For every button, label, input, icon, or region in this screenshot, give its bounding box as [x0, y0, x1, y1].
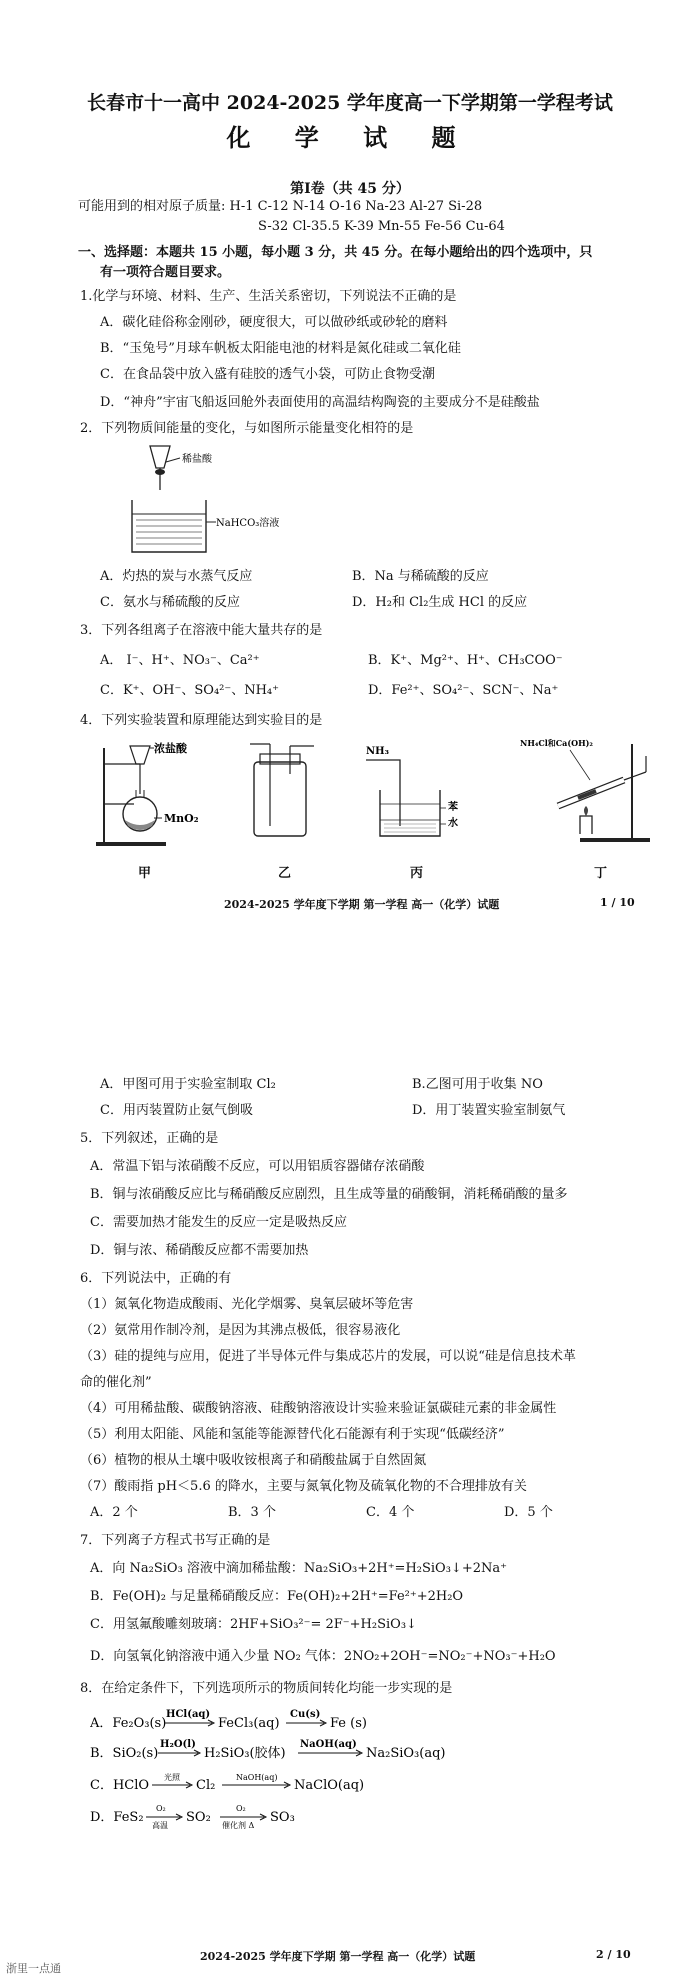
q2-option-a: A．灼热的炭与水蒸气反应 — [100, 569, 253, 584]
q4-caption-jia: 甲 — [138, 866, 152, 881]
page-1 — [0, 0, 700, 960]
q4-caption-bing: 丙 — [410, 866, 424, 881]
q8-b-start: B．SiO₂(s) — [90, 1746, 159, 1761]
q1-option-d: D．“神舟”宇宙飞船返回舱外表面使用的高温结构陶瓷的主要成分不是硅酸盐 — [100, 395, 540, 410]
q5-option-b: B．铜与浓硝酸反应比与稀硝酸反应剧烈，且生成等量的硝酸铜，消耗稀硝酸的量多 — [90, 1187, 568, 1202]
q2-option-c: C．氨水与稀硫酸的反应 — [100, 595, 240, 610]
page-2-footer: 2024-2025 学年度下学期 第一学程 高一（化学）试题 — [200, 1950, 476, 1963]
q4-figure-bing — [360, 740, 480, 840]
q8-c-middle: Cl₂ — [196, 1778, 216, 1793]
q5-option-c: C．需要加热才能发生的反应一定是吸热反应 — [90, 1215, 347, 1230]
q8-d-reagent-2-top: O₂ — [236, 1804, 246, 1813]
q6-option-a: A．2 个 — [90, 1505, 138, 1520]
q6-statement-7: （7）酸雨指 pH＜5.6 的降水，主要与氮氧化物及硫氧化物的不合理排放有关 — [80, 1479, 527, 1494]
section-title: 第Ⅰ卷（共 45 分） — [290, 181, 410, 197]
q6-statement-3a: （3）硅的提纯与应用，促进了半导体元件与集成芯片的发展，可以说“硅是信息技术革 — [80, 1349, 576, 1364]
instructions-line-1: 一、选择题：本题共 15 小题，每小题 3 分，共 45 分。在每小题给出的四个选项中，只 — [78, 245, 593, 260]
q6-statement-6: （6）植物的根从土壤中吸收铵根离子和硝酸盐属于自然固氮 — [80, 1453, 427, 1468]
q5-stem: 5．下列叙述，正确的是 — [80, 1131, 219, 1146]
q4-caption-ding: 丁 — [594, 866, 608, 881]
q4-option-b: B.乙图可用于收集 NO — [412, 1077, 543, 1092]
q8-c-reagent-2: NaOH(aq) — [236, 1773, 278, 1782]
page-2 — [0, 1060, 700, 1980]
q4-bing-label-water: 水 — [448, 818, 458, 829]
q6-option-d: D．5 个 — [504, 1505, 553, 1520]
q7-option-a: A．向 Na₂SiO₃ 溶液中滴加稀盐酸：Na₂SiO₃+2H⁺=H₂SiO₃↓+2Na⁺ — [90, 1561, 507, 1576]
atomic-mass-line-1: 可能用到的相对原子质量: H-1 C-12 N-14 O-16 Na-23 Al-27 Si-28 — [78, 199, 483, 214]
exam-title: 长春市十一高中 2024-2025 学年度高一下学期第一学程考试 — [87, 92, 613, 114]
watermark: 浙里一点通 — [6, 1962, 61, 1975]
q4-jia-label-mno2: MnO₂ — [164, 812, 199, 825]
q2-figure — [120, 442, 300, 562]
q8-c-end: NaClO(aq) — [294, 1778, 365, 1793]
q6-option-c: C．4 个 — [366, 1505, 415, 1520]
q7-stem: 7．下列离子方程式书写正确的是 — [80, 1533, 271, 1548]
q4-jia-label-acid: 浓盐酸 — [154, 742, 187, 755]
q8-d-middle: SO₂ — [186, 1810, 211, 1825]
q8-option-b — [90, 1736, 510, 1766]
q8-a-end: Fe (s) — [330, 1716, 367, 1731]
q8-d-start: D．FeS₂ — [90, 1810, 144, 1825]
q5-option-d: D．铜与浓、稀硝酸反应都不需要加热 — [90, 1243, 309, 1258]
q8-option-d — [90, 1800, 510, 1834]
q2-option-d: D．H₂和 Cl₂生成 HCl 的反应 — [352, 595, 528, 610]
q1-option-a: A．碳化硅俗称金刚砂，硬度很大，可以做砂纸或砂轮的磨料 — [100, 315, 448, 330]
q4-option-d: D．用丁装置实验室制氨气 — [412, 1103, 566, 1118]
subject-title: 化 学 试 题 — [226, 123, 474, 152]
q8-d-reagent-1-top: O₂ — [156, 1804, 166, 1813]
q3-option-a: A． I⁻、H⁺、NO₃⁻、Ca²⁺ — [100, 653, 260, 668]
page-1-number: 1 / 10 — [600, 896, 635, 909]
q4-option-c: C．用丙装置防止氨气倒吸 — [100, 1103, 253, 1118]
q2-label-solution: NaHCO₃溶液 — [216, 518, 280, 529]
q7-option-d: D．向氢氧化钠溶液中通入少量 NO₂ 气体：2NO₂+2OH⁻=NO₂⁻+NO₃⁻+H₂O — [90, 1649, 556, 1664]
q6-statement-1: （1）氮氧化物造成酸雨、光化学烟雾、臭氧层破坏等危害 — [80, 1297, 414, 1312]
q6-statement-4: （4）可用稀盐酸、碳酸钠溶液、硅酸钠溶液设计实验来验证氯碳硅元素的非金属性 — [80, 1401, 557, 1416]
q8-b-middle: H₂SiO₃(胶体) — [204, 1746, 286, 1761]
q8-option-c — [90, 1768, 510, 1798]
q8-c-start: C．HClO — [90, 1778, 150, 1793]
q5-option-a: A．常温下铝与浓硝酸不反应，可以用铝质容器储存浓硝酸 — [90, 1159, 425, 1174]
q1-stem: 1.化学与环境、材料、生产、生活关系密切，下列说法不正确的是 — [80, 289, 457, 304]
q8-b-end: Na₂SiO₃(aq) — [366, 1746, 446, 1761]
q7-option-b: B．Fe(OH)₂ 与足量稀硝酸反应：Fe(OH)₂+2H⁺=Fe²⁺+2H₂O — [90, 1589, 464, 1604]
q8-a-reagent-1: HCl(aq) — [166, 1709, 211, 1720]
page-1-footer: 2024-2025 学年度下学期 第一学程 高一（化学）试题 — [224, 898, 500, 911]
q8-b-reagent-1: H₂O(l) — [160, 1739, 196, 1750]
q2-stem: 2．下列物质间能量的变化，与如图所示能量变化相符的是 — [80, 421, 414, 436]
q4-caption-yi: 乙 — [278, 866, 292, 881]
q2-label-acid: 稀盐酸 — [182, 454, 212, 465]
q8-a-start: A．Fe₂O₃(s) — [90, 1716, 167, 1731]
q4-figure-ding — [520, 736, 660, 848]
q1-option-c: C．在食品袋中放入盛有硅胶的透气小袋，可防止食物受潮 — [100, 367, 435, 382]
q3-option-b: B．K⁺、Mg²⁺、H⁺、CH₃COO⁻ — [368, 653, 563, 668]
q6-statement-3b: 命的催化剂” — [80, 1375, 152, 1390]
q6-stem: 6．下列说法中，正确的有 — [80, 1271, 232, 1286]
atomic-mass-line-2: S-32 Cl-35.5 K-39 Mn-55 Fe-56 Cu-64 — [258, 219, 505, 234]
instructions-line-2: 有一项符合题目要求。 — [100, 265, 231, 280]
q8-option-a — [90, 1706, 490, 1736]
q1-option-b: B．“玉兔号”月球车帆板太阳能电池的材料是氮化硅或二氧化硅 — [100, 341, 461, 356]
q4-figure-jia — [92, 738, 222, 850]
q8-b-reagent-2: NaOH(aq) — [300, 1739, 357, 1750]
q7-option-c: C．用氢氟酸雕刻玻璃：2HF+SiO₃²⁻= 2F⁻+H₂SiO₃↓ — [90, 1617, 417, 1632]
q4-bing-label-nh3: NH₃ — [366, 746, 389, 757]
q2-option-b: B．Na 与稀硫酸的反应 — [352, 569, 489, 584]
page-2-number: 2 / 10 — [596, 1948, 631, 1961]
q8-d-reagent-1-bottom: 高温 — [152, 1821, 168, 1830]
q3-option-d: D．Fe²⁺、SO₄²⁻、SCN⁻、Na⁺ — [368, 683, 559, 698]
q8-c-reagent-1: 光照 — [164, 1773, 180, 1782]
q8-stem: 8．在给定条件下，下列选项所示的物质间转化均能一步实现的是 — [80, 1681, 453, 1696]
q8-a-middle: FeCl₃(aq) — [218, 1716, 280, 1731]
q4-bing-label-benzene: 苯 — [448, 802, 458, 813]
q4-ding-label: NH₄Cl和Ca(OH)₂ — [520, 738, 593, 748]
q6-option-b: B．3 个 — [228, 1505, 276, 1520]
q6-statement-5: （5）利用太阳能、风能和氢能等能源替代化石能源有利于实现“低碳经济” — [80, 1427, 505, 1442]
q6-statement-2: （2）氨常用作制冷剂，是因为其沸点极低，很容易液化 — [80, 1323, 401, 1338]
q4-figure-yi — [240, 740, 330, 840]
q8-d-end: SO₃ — [270, 1810, 295, 1825]
q3-stem: 3．下列各组离子在溶液中能大量共存的是 — [80, 623, 323, 638]
q8-d-reagent-2-bottom: 催化剂 Δ — [222, 1821, 255, 1830]
q4-stem: 4．下列实验装置和原理能达到实验目的是 — [80, 713, 323, 728]
q4-option-a: A．甲图可用于实验室制取 Cl₂ — [100, 1077, 276, 1092]
q3-option-c: C．K⁺、OH⁻、SO₄²⁻、NH₄⁺ — [100, 683, 280, 698]
q8-a-reagent-2: Cu(s) — [290, 1709, 321, 1720]
